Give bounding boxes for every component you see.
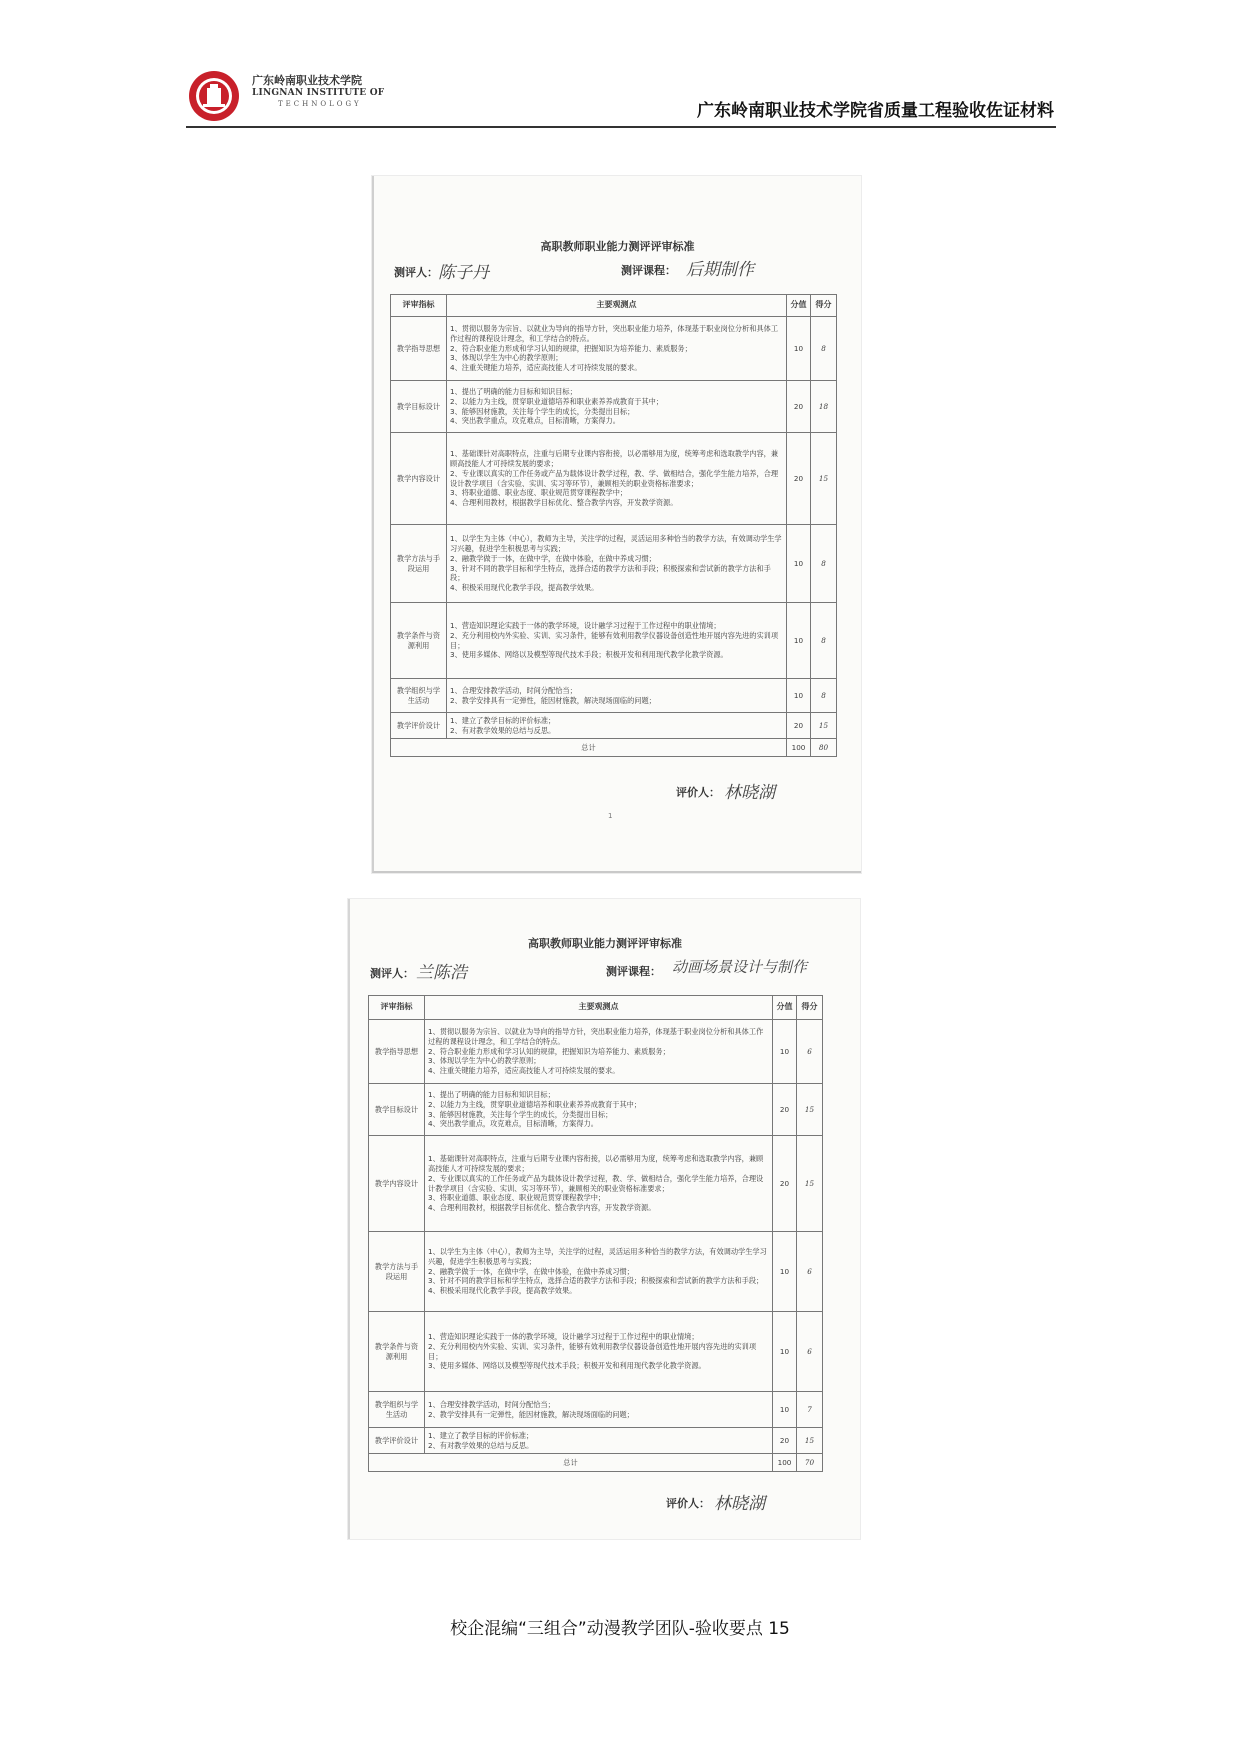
evaluatee-handwritten: 兰陈浩	[416, 963, 467, 983]
table-row	[391, 713, 837, 739]
page-number: 1	[608, 812, 613, 820]
score-cell: 6	[797, 1232, 823, 1312]
total-label: 总计	[391, 739, 787, 757]
points-cell: 10	[773, 1020, 797, 1084]
observation-item: 1、以学生为主体（中心），教师为主导，关注学的过程，灵活运用多种恰当的教学方法，有效调动学生学习兴趣，促进学生积极思考与实践；	[450, 534, 782, 554]
observation-item: 4、合理利用教材，根据教学目标优化、整合教学内容，开发教学资源。	[428, 1202, 656, 1212]
observation-cell	[447, 603, 787, 679]
total-row	[369, 1454, 823, 1472]
table-row	[369, 1136, 823, 1232]
table-row	[369, 1392, 823, 1428]
observation-item: 4、积极采用现代化教学手段，提高教学效果。	[450, 582, 599, 592]
observation-item: 1、基础课针对高职特点，注重与后期专业课内容衔接，以必需够用为度，统筹考虑和选取教学内容，兼顾高技能人才可持续发展的要求；	[428, 1154, 764, 1174]
scanned-form-2	[348, 899, 860, 1539]
score-cell: 15	[797, 1428, 823, 1454]
document-title: 广东岭南职业技术学院省质量工程验收佐证材料	[697, 101, 1054, 121]
observation-item: 4、突出教学重点，攻克难点，目标清晰，方案得力。	[450, 416, 620, 426]
observation-item: 2、以能力为主线，贯穿职业道德培养和职业素养养成教育于其中；	[450, 396, 664, 406]
evaluation-table	[368, 995, 823, 1472]
indicator-cell: 教学评价设计	[391, 713, 447, 739]
scanned-form-1	[372, 176, 861, 873]
observation-item: 2、专业课以真实的工作任务或产品为载体设计教学过程，教、学、做相结合，强化学生能力培养，合理设计教学项目（含实验、实训、实习等环节），兼顾相关的职业资格标准要求；	[428, 1173, 764, 1193]
observation-item: 3、能够因材施教，关注每个学生的成长，分类提出目标；	[450, 406, 635, 416]
observation-item: 2、以能力为主线，贯穿职业道德培养和职业素养养成教育于其中；	[428, 1099, 642, 1109]
observation-item: 1、建立了教学目标的评价标准；	[450, 715, 556, 725]
observation-item: 1、营造知识理论实践于一体的教学环境，设计融学习过程于工作过程中的职业情境；	[428, 1332, 699, 1342]
observation-item: 2、教学安排具有一定弹性，能因材施教，解决现场面临的问题；	[450, 695, 656, 705]
table-row	[369, 1020, 823, 1084]
evaluatee-handwritten: 陈子丹	[438, 263, 489, 283]
column-header: 主要观测点	[447, 295, 787, 317]
points-cell: 20	[773, 1428, 797, 1454]
observation-item: 4、突出教学重点，攻克难点，目标清晰，方案得力。	[428, 1119, 598, 1129]
observation-item: 3、将职业道德、职业态度、职业规范贯穿课程教学中；	[428, 1193, 606, 1203]
column-header: 分值	[773, 996, 797, 1020]
column-header: 评审指标	[369, 996, 425, 1020]
points-cell: 20	[773, 1084, 797, 1136]
observation-cell	[447, 679, 787, 713]
evaluator-label: 评价人：	[666, 1497, 710, 1510]
observation-item: 1、提出了明确的能力目标和知识目标；	[450, 387, 577, 397]
indicator-cell: 教学方法与手段运用	[369, 1232, 425, 1312]
table-row	[391, 317, 837, 381]
total-score: 80	[811, 739, 837, 757]
observation-item: 1、贯彻以服务为宗旨、以就业为导向的指导方针，突出职业能力培养，体现基于职业岗位分析和具体工作过程的课程设计理念，和工学结合的特点。	[428, 1027, 764, 1046]
observation-item: 2、有对教学效果的总结与反思。	[428, 1440, 534, 1450]
observation-item: 3、使用多媒体、网络以及模型等现代技术手段；积极开发和利用现代教学化教学资源。	[450, 650, 728, 660]
observation-item: 3、针对不同的教学目标和学生特点，选择合适的教学方法和手段；积极探索和尝试新的教学方法和手段；	[428, 1276, 764, 1286]
table-row	[369, 1312, 823, 1392]
table-row	[369, 1428, 823, 1454]
course-handwritten: 动画场景设计与制作	[672, 958, 808, 976]
observation-item: 2、符合职业能力形成和学习认知的规律，把握知识为培养能力、素质服务；	[450, 343, 692, 353]
observation-item: 1、提出了明确的能力目标和知识目标；	[428, 1090, 555, 1100]
observation-item: 2、充分利用校内外实验、实训、实习条件，能够有效利用教学仪器设备创造性地开展内容先进的实训项目；	[450, 630, 779, 650]
score-cell: 15	[797, 1136, 823, 1232]
points-cell: 10	[787, 525, 811, 603]
indicator-cell: 教学内容设计	[391, 433, 447, 525]
indicator-cell: 教学内容设计	[369, 1136, 425, 1232]
page-footer: 校企混编“三组合”动漫教学团队-验收要点 15	[450, 1619, 790, 1639]
evaluator-label: 评价人：	[676, 786, 720, 799]
score-cell: 18	[811, 381, 837, 433]
observation-item: 1、合理安排教学活动，时间分配恰当；	[450, 685, 577, 695]
form-title: 高职教师职业能力测评评审标准	[528, 937, 682, 950]
observation-item: 4、注重关键能力培养，适应高技能人才可持续发展的要求。	[450, 363, 642, 373]
evaluation-table	[390, 294, 837, 757]
table-row	[369, 1232, 823, 1312]
points-cell: 10	[773, 1392, 797, 1428]
indicator-cell: 教学指导思想	[391, 317, 447, 381]
school-logo-icon	[188, 70, 240, 122]
score-cell: 7	[797, 1392, 823, 1428]
indicator-cell: 教学目标设计	[391, 381, 447, 433]
observation-item: 1、基础课针对高职特点，注重与后期专业课内容衔接，以必需够用为度，统筹考虑和选取教学内容，兼顾高技能人才可持续发展的要求；	[450, 449, 779, 469]
score-cell: 8	[811, 679, 837, 713]
table-row	[391, 525, 837, 603]
course-label: 测评课程：	[621, 264, 676, 277]
total-label: 总计	[369, 1454, 773, 1472]
observation-cell	[425, 1136, 773, 1232]
evaluator-signature: 林晓湖	[724, 783, 775, 803]
column-header: 评审指标	[391, 295, 447, 317]
observation-item: 2、教学安排具有一定弹性，能因材施教，解决现场面临的问题；	[428, 1409, 634, 1419]
total-row	[391, 739, 837, 757]
observation-item: 2、有对教学效果的总结与反思。	[450, 725, 556, 735]
observation-item: 1、建立了教学目标的评价标准；	[428, 1430, 534, 1440]
observation-item: 3、体现以学生为中心的教学原则；	[450, 353, 563, 363]
table-row	[391, 381, 837, 433]
indicator-cell: 教学条件与资源利用	[391, 603, 447, 679]
points-cell: 20	[787, 381, 811, 433]
observation-item: 3、将职业道德、职业态度、职业规范贯穿课程教学中；	[450, 488, 628, 498]
course-label: 测评课程：	[606, 965, 661, 978]
observation-item: 1、营造知识理论实践于一体的教学环境，设计融学习过程于工作过程中的职业情境；	[450, 621, 721, 631]
evaluatee-label: 测评人：	[370, 967, 414, 980]
column-header: 得分	[811, 295, 837, 317]
observation-item: 4、积极采用现代化教学手段，提高教学效果。	[428, 1286, 577, 1296]
points-cell: 20	[787, 713, 811, 739]
form-title: 高职教师职业能力测评评审标准	[540, 240, 695, 253]
column-header: 分值	[787, 295, 811, 317]
observation-item: 2、融教学做于一体，在做中学，在做中体验，在做中养成习惯；	[450, 553, 656, 563]
observation-item: 2、符合职业能力形成和学习认知的规律，把握知识为培养能力、素质服务；	[428, 1046, 670, 1056]
institution-name-en: LINGNAN INSTITUTE OF	[252, 88, 385, 98]
column-header: 得分	[797, 996, 823, 1020]
institution-name-en-line2: TECHNOLOGY	[278, 100, 362, 108]
points-cell: 10	[787, 603, 811, 679]
evaluator-signature: 林晓湖	[714, 1494, 765, 1514]
observation-cell	[447, 713, 787, 739]
indicator-cell: 教学条件与资源利用	[369, 1312, 425, 1392]
total-points: 100	[773, 1454, 797, 1472]
score-cell: 15	[811, 433, 837, 525]
points-cell: 20	[773, 1136, 797, 1232]
indicator-cell: 教学方法与手段运用	[391, 525, 447, 603]
observation-item: 2、融教学做于一体，在做中学，在做中体验，在做中养成习惯；	[428, 1266, 634, 1276]
points-cell: 10	[787, 317, 811, 381]
points-cell: 10	[773, 1312, 797, 1392]
total-points: 100	[787, 739, 811, 757]
evaluatee-label: 测评人：	[394, 266, 438, 279]
indicator-cell: 教学指导思想	[369, 1020, 425, 1084]
indicator-cell: 教学组织与学生活动	[369, 1392, 425, 1428]
observation-item: 3、能够因材施教，关注每个学生的成长，分类提出目标；	[428, 1109, 613, 1119]
observation-cell	[425, 1392, 773, 1428]
observation-cell	[447, 317, 787, 381]
score-cell: 15	[797, 1084, 823, 1136]
table-row	[391, 679, 837, 713]
indicator-cell: 教学评价设计	[369, 1428, 425, 1454]
observation-cell	[425, 1312, 773, 1392]
score-cell: 8	[811, 525, 837, 603]
observation-item: 1、贯彻以服务为宗旨、以就业为导向的指导方针，突出职业能力培养，体现基于职业岗位分析和具体工作过程的课程设计理念，和工学结合的特点。	[450, 324, 779, 343]
total-score: 70	[797, 1454, 823, 1472]
score-cell: 8	[811, 603, 837, 679]
observation-cell	[447, 381, 787, 433]
page-header	[186, 64, 1056, 128]
indicator-cell: 教学目标设计	[369, 1084, 425, 1136]
institution-name-cn: 广东岭南职业技术学院	[252, 74, 362, 87]
table-row	[369, 1084, 823, 1136]
indicator-cell: 教学组织与学生活动	[391, 679, 447, 713]
observation-item: 1、合理安排教学活动，时间分配恰当；	[428, 1399, 555, 1409]
points-cell: 10	[787, 679, 811, 713]
course-handwritten: 后期制作	[686, 260, 754, 280]
points-cell: 10	[773, 1232, 797, 1312]
observation-item: 3、体现以学生为中心的教学原则；	[428, 1056, 541, 1066]
score-cell: 6	[797, 1020, 823, 1084]
observation-item: 3、针对不同的教学目标和学生特点，选择合适的教学方法和手段；积极探索和尝试新的教学方法和手段；	[450, 563, 771, 583]
observation-item: 1、以学生为主体（中心），教师为主导，关注学的过程，灵活运用多种恰当的教学方法，有效调动学生学习兴趣，促进学生积极思考与实践；	[428, 1247, 767, 1266]
observation-item: 4、注重关键能力培养，适应高技能人才可持续发展的要求。	[428, 1066, 620, 1076]
column-header: 主要观测点	[425, 996, 773, 1020]
observation-cell	[447, 433, 787, 525]
observation-item: 2、专业课以真实的工作任务或产品为载体设计教学过程，教、学、做相结合，强化学生能力培养，合理设计教学项目（含实验、实训、实习等环节），兼顾相关的职业资格标准要求；	[450, 468, 779, 488]
observation-item: 2、充分利用校内外实验、实训、实习条件，能够有效利用教学仪器设备创造性地开展内容先进的实训项目；	[428, 1341, 757, 1361]
observation-cell	[425, 1428, 773, 1454]
observation-cell	[425, 1020, 773, 1084]
observation-item: 4、合理利用教材，根据教学目标优化、整合教学内容，开发教学资源。	[450, 497, 678, 507]
observation-cell	[447, 525, 787, 603]
score-cell: 15	[811, 713, 837, 739]
score-cell: 8	[811, 317, 837, 381]
points-cell: 20	[787, 433, 811, 525]
observation-item: 3、使用多媒体、网络以及模型等现代技术手段；积极开发和利用现代教学化教学资源。	[428, 1361, 706, 1371]
score-cell: 6	[797, 1312, 823, 1392]
observation-cell	[425, 1084, 773, 1136]
observation-cell	[425, 1232, 773, 1312]
table-row	[391, 603, 837, 679]
table-row	[391, 433, 837, 525]
